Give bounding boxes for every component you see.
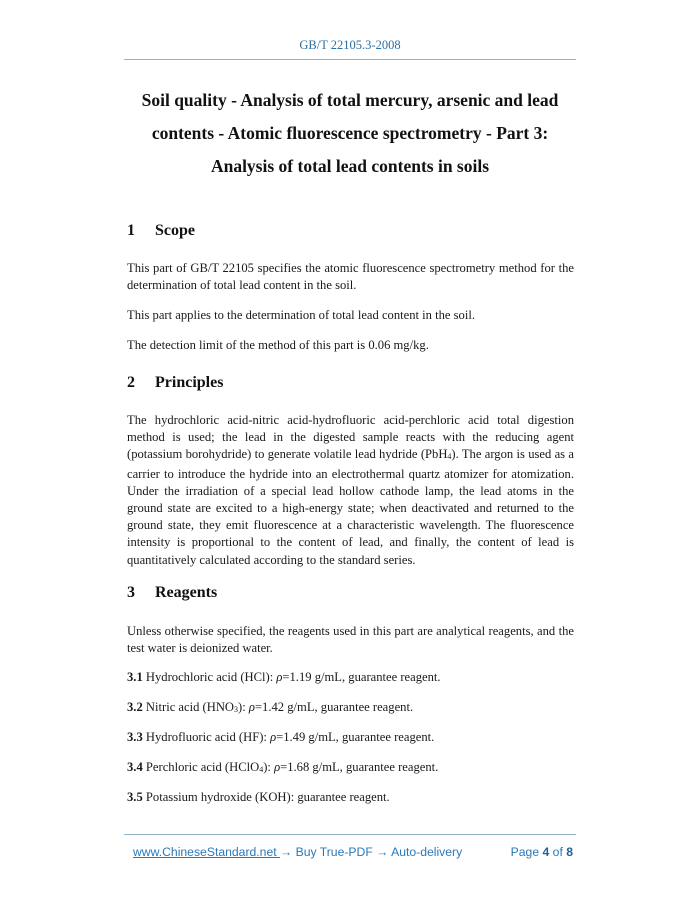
principles-text-a: The hydrochloric acid-nitric acid-hydrofluoric acid-perchloric acid total digestion method is used; the lead in the digested sample reacts with the reducing agent (potassium borohydride) to generate volatile lead hydride (PbH — [127, 413, 574, 462]
footer-tagline: → Buy True-PDF → Auto-delivery — [280, 845, 463, 859]
scope-paragraph-3: The detection limit of the method of this part is 0.06 mg/kg. — [127, 338, 429, 352]
section-number: 2 — [127, 374, 135, 391]
heading-reagents — [127, 584, 217, 602]
item-text: ): — [263, 760, 275, 774]
section-title: Scope — [155, 222, 195, 239]
page-footer — [133, 845, 573, 859]
item-number: 3.4 — [127, 760, 143, 774]
item-text: ): — [238, 700, 249, 714]
principles-text-b: ). The argon is used as a carrier to introduce the hydride into an electrothermal quartz atomizer for atomization. Under the irradiation of a special lead hollow cathode lamp, the lead atoms in the ground state are excited to a high-energy state; when deactivated and returned to the ground state, they emit fluorescence at a characteristic wavelength. The fluorescence intensity is proportional to the content of lead, and finally, the content of lead is quantitatively calculated according to the standard series. — [127, 447, 574, 567]
subscript: 4 — [447, 452, 452, 462]
section-number: 1 — [127, 222, 135, 239]
header-divider — [124, 59, 576, 60]
item-value: =1.19 g/mL, guarantee reagent. — [282, 670, 441, 684]
website-link[interactable]: www.ChineseStandard.net — [133, 845, 281, 859]
item-text: Hydrofluoric acid (HF): — [145, 730, 271, 744]
item-text: Hydrochloric acid (HCl): — [145, 670, 277, 684]
rho-symbol: ρ — [270, 730, 277, 744]
item-value: =1.49 g/mL, guarantee reagent. — [276, 730, 435, 744]
document-title — [124, 84, 576, 183]
section-number: 3 — [127, 584, 135, 601]
reagents-intro: Unless otherwise specified, the reagents used in this part are analytical reagents, and the test water is deionized water. — [127, 624, 574, 656]
scope-paragraph-1: This part of GB/T 22105 specifies the atomic fluorescence spectrometry method for the determination of total lead content in the soil. — [127, 261, 574, 293]
reagent-item — [127, 789, 574, 806]
page-indicator — [511, 845, 573, 859]
reagent-item — [127, 699, 574, 718]
section-title: Reagents — [155, 584, 218, 601]
total-pages: 8 — [566, 845, 573, 859]
reagent-item — [127, 759, 574, 778]
current-page: 4 — [542, 845, 550, 859]
item-value: =1.68 g/mL, guarantee reagent. — [280, 760, 439, 774]
title-line-1: Soil quality - Analysis of total mercury, arsenic and lead — [141, 90, 559, 110]
rho-symbol: ρ — [274, 760, 281, 774]
footer-divider — [124, 834, 576, 835]
title-line-2: contents - Atomic fluorescence spectrometry - Part 3: — [151, 123, 549, 143]
principles-paragraph — [127, 412, 574, 569]
heading-principles — [127, 374, 223, 392]
item-number: 3.5 — [127, 790, 143, 804]
item-text: Perchloric acid (HClO — [145, 760, 260, 774]
page-label: Page — [510, 845, 543, 859]
item-number: 3.2 — [127, 700, 143, 714]
section-title: Principles — [155, 374, 224, 391]
reagent-item — [127, 729, 574, 746]
scope-paragraph-2: This part applies to the determination of total lead content in the soil. — [127, 308, 475, 322]
item-number: 3.3 — [127, 730, 143, 744]
subscript: 3 — [234, 705, 239, 714]
rho-symbol: ρ — [248, 700, 255, 714]
item-value: =1.42 g/mL, guarantee reagent. — [254, 700, 414, 714]
reagent-item — [127, 669, 574, 686]
document-code: GB/T 22105.3-2008 — [299, 38, 401, 52]
item-text: Nitric acid (HNO — [145, 700, 235, 714]
item-number: 3.1 — [127, 670, 143, 684]
heading-scope — [127, 222, 195, 240]
title-line-3: Analysis of total lead contents in soils — [210, 156, 490, 176]
rho-symbol: ρ — [276, 670, 283, 684]
page-of: of — [549, 845, 567, 859]
item-text: Potassium hydroxide (KOH): guarantee reagent. — [145, 790, 390, 804]
subscript: 4 — [259, 765, 264, 774]
